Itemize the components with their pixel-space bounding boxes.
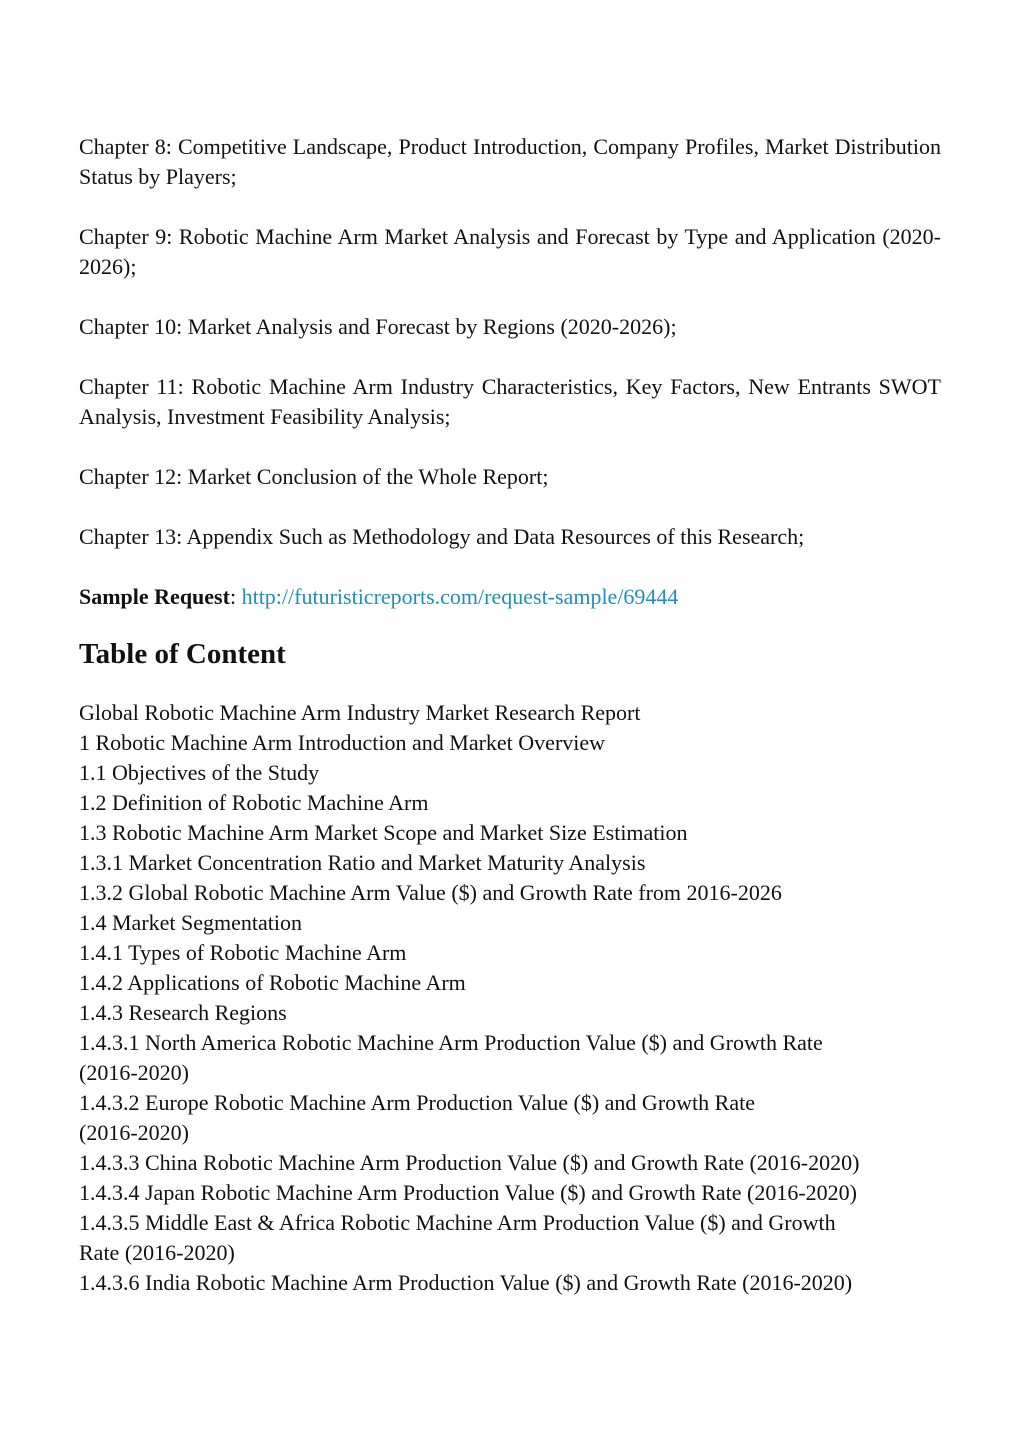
toc-item-continuation: (2016-2020) [79,1120,189,1145]
chapter-8-paragraph: Chapter 8: Competitive Landscape, Product Introduction, Company Profiles, Market Distribution Status by Players; [79,134,941,189]
sample-request [79,582,941,612]
toc-item-continuation: Rate (2016-2020) [79,1240,235,1265]
toc-list [79,698,941,1298]
toc-item: 1.4.3 Research Regions [79,1000,287,1025]
toc-item: 1.3.1 Market Concentration Ratio and Market Maturity Analysis [79,850,646,875]
chapter-11-paragraph: Chapter 11: Robotic Machine Arm Industry Characteristics, Key Factors, New Entrants SWOT Analysis, Investment Feasibility Analysis; [79,374,941,429]
toc-heading: Table of Content [79,638,286,670]
toc-item: 1.4.3.6 India Robotic Machine Arm Production Value ($) and Growth Rate (2016-2020) [79,1270,853,1295]
toc-item: Global Robotic Machine Arm Industry Market Research Report [79,700,641,725]
toc-item: 1.4.3.5 Middle East & Africa Robotic Machine Arm Production Value ($) and Growth [79,1210,836,1235]
chapter-12-paragraph: Chapter 12: Market Conclusion of the Whole Report; [79,464,549,489]
toc-item: 1.3 Robotic Machine Arm Market Scope and Market Size Estimation [79,820,688,845]
toc-item: 1.2 Definition of Robotic Machine Arm [79,790,429,815]
sample-request-label: Sample Request [79,584,230,609]
chapter-9-paragraph: Chapter 9: Robotic Machine Arm Market Analysis and Forecast by Type and Application (2020-2026); [79,224,941,279]
toc-item: 1.1 Objectives of the Study [79,760,320,785]
toc-item: 1.4.3.1 North America Robotic Machine Arm Production Value ($) and Growth Rate [79,1030,823,1055]
toc-item: 1.3.2 Global Robotic Machine Arm Value ($) and Growth Rate from 2016-2026 [79,880,782,905]
toc-item: 1.4.1 Types of Robotic Machine Arm [79,940,407,965]
toc-item: 1.4 Market Segmentation [79,910,303,935]
toc-item: 1.4.3.4 Japan Robotic Machine Arm Production Value ($) and Growth Rate (2016-2020) [79,1180,858,1205]
toc-item: 1 Robotic Machine Arm Introduction and Market Overview [79,730,606,755]
chapter-13-paragraph: Chapter 13: Appendix Such as Methodology and Data Resources of this Research; [79,524,805,549]
sample-request-separator: : [229,584,242,609]
toc-item: 1.4.3.3 China Robotic Machine Arm Production Value ($) and Growth Rate (2016-2020) [79,1150,860,1175]
chapter-10-paragraph: Chapter 10: Market Analysis and Forecast by Regions (2020-2026); [79,314,677,339]
document-page [79,132,941,1298]
toc-item: 1.4.3.2 Europe Robotic Machine Arm Production Value ($) and Growth Rate [79,1090,755,1115]
toc-item: 1.4.2 Applications of Robotic Machine Arm [79,970,466,995]
sample-request-link[interactable]: http://futuristicreports.com/request-sample/69444 [241,584,679,609]
toc-item-continuation: (2016-2020) [79,1060,189,1085]
